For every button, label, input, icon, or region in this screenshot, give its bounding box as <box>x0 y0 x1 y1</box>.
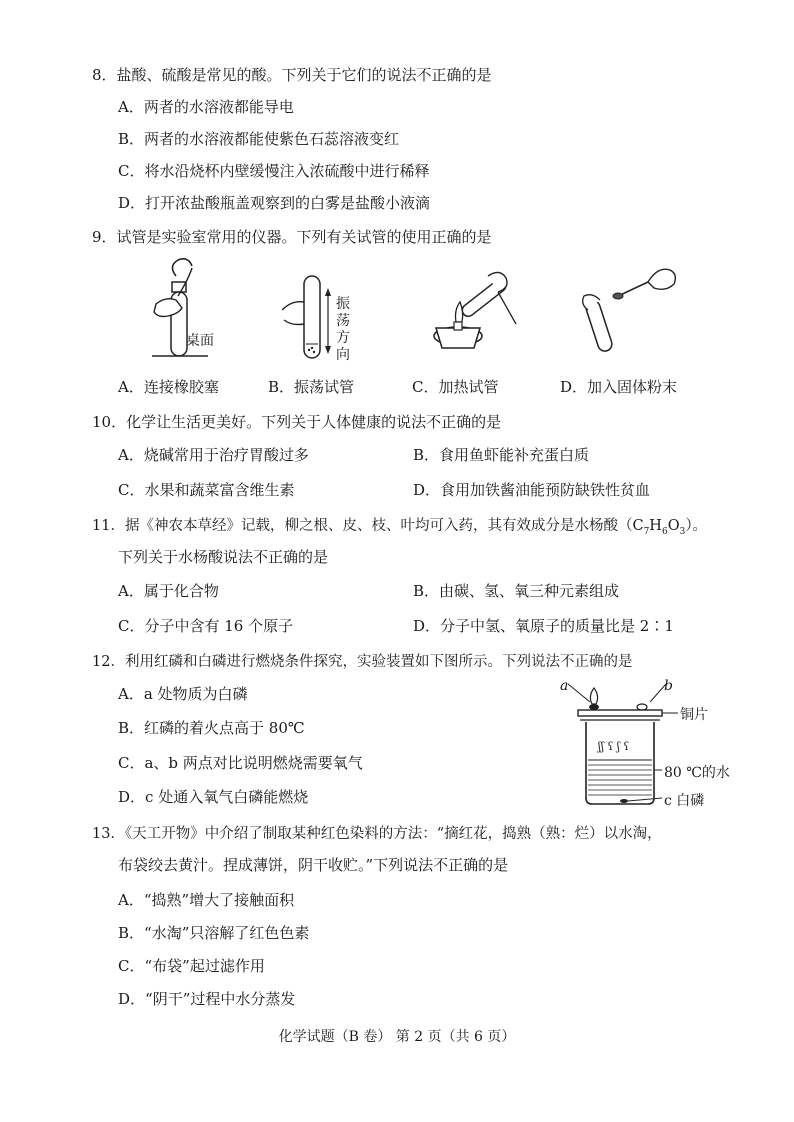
q9-option-d: D．加入固体粉末 <box>560 378 678 396</box>
q9-figure-d <box>578 256 688 356</box>
q13-option-c: C．“布袋”起过滤作用 <box>118 957 265 975</box>
q9-option-a: A．连接橡胶塞 <box>118 378 219 396</box>
q9-stem: 9．试管是实验室常用的仪器。下列有关试管的使用正确的是 <box>92 228 492 246</box>
desk-label: 桌面 <box>186 333 214 349</box>
q13-stem-line2: 布袋绞去黄汁。捏成薄饼，阴干收贮。”下列说法不正确的是 <box>118 856 509 874</box>
label-copper: 铜片 <box>680 707 708 723</box>
q13-stem-line1: 13．《天工开物》中介绍了制取某种红色染料的方法：“摘红花，捣熟（熟：烂）以水淘， <box>92 826 662 842</box>
q8-option-b: B．两者的水溶液都能使紫色石蕊溶液变红 <box>118 130 400 148</box>
q11-option-b: B．由碳、氢、氧三种元素组成 <box>413 582 620 600</box>
q10-option-b: B．食用鱼虾能补充蛋白质 <box>413 446 590 464</box>
q11-stem-line1 <box>92 514 707 537</box>
q12-figure <box>560 680 740 810</box>
q10-option-d: D．食用加铁酱油能预防缺铁性贫血 <box>413 481 651 499</box>
q8-option-d: D．打开浓盐酸瓶盖观察到的白雾是盐酸小液滴 <box>118 194 431 212</box>
q11-option-d: D．分子中氢、氧原子的质量比是 2∶1 <box>413 617 674 635</box>
q12-option-b: B．红磷的着火点高于 80℃ <box>118 719 305 737</box>
label-white-phosphorus: c 白磷 <box>664 793 705 809</box>
q9-option-c: C．加热试管 <box>412 378 499 396</box>
q9-option-b: B．振荡试管 <box>268 378 355 396</box>
q12-option-a: A．a 处物质为白磷 <box>118 685 248 703</box>
q8-stem: 8．盐酸、硫酸是常见的酸。下列关于它们的说法不正确的是 <box>92 66 492 84</box>
q13-option-b: B．“水淘”只溶解了红色色素 <box>118 924 310 942</box>
q8-option-c: C．将水沿烧杯内壁缓慢注入浓硫酸中进行稀释 <box>118 162 430 180</box>
q10-option-c: C．水果和蔬菜富含维生素 <box>118 481 295 499</box>
q13-option-d: D．“阴干”过程中水分蒸发 <box>118 990 296 1008</box>
q9-figure-b <box>282 262 362 362</box>
label-water: 80 ℃的水 <box>664 765 730 781</box>
q10-stem: 10．化学让生活更美好。下列关于人体健康的说法不正确的是 <box>92 413 502 431</box>
q12-option-d: D．c 处通入氧气白磷能燃烧 <box>118 788 309 806</box>
q11-stem-line2: 下列关于水杨酸说法不正确的是 <box>118 548 329 566</box>
q11-stem-prefix: 11．据《神农本草经》记载，柳之根、皮、枝、叶均可入药，其有效成分是水杨酸（ <box>92 518 633 534</box>
q10-option-a: A．烧碱常用于治疗胃酸过多 <box>118 446 309 464</box>
shake-direction-label: 振荡方向 <box>336 296 350 363</box>
label-b: b <box>664 678 673 694</box>
q9-figure-c <box>428 258 528 358</box>
page-footer: 化学试题（B 卷） 第 2 页（共 6 页） <box>278 1029 516 1045</box>
q12-option-c: C．a、b 两点对比说明燃烧需要氧气 <box>118 754 363 772</box>
q13-option-a: A．“捣熟”增大了接触面积 <box>118 891 295 909</box>
label-a: a <box>560 678 569 694</box>
q8-option-a: A．两者的水溶液都能导电 <box>118 98 294 116</box>
salicylic-acid-formula: $C_7H_6O_3$ <box>632 518 686 537</box>
q12-stem: 12．利用红磷和白磷进行燃烧条件探究，实验装置如下图所示。下列说法不正确的是 <box>92 654 633 670</box>
q11-option-a: A．属于化合物 <box>118 582 219 600</box>
svg-text:ʃʃ ʕ ʃ ʕ: ʃʃ ʕ ʃ ʕ <box>598 740 630 753</box>
q11-option-c: C．分子中含有 16 个原子 <box>118 617 294 635</box>
q9-figure-a <box>148 256 228 366</box>
q11-stem-suffix: ）。 <box>685 518 708 534</box>
